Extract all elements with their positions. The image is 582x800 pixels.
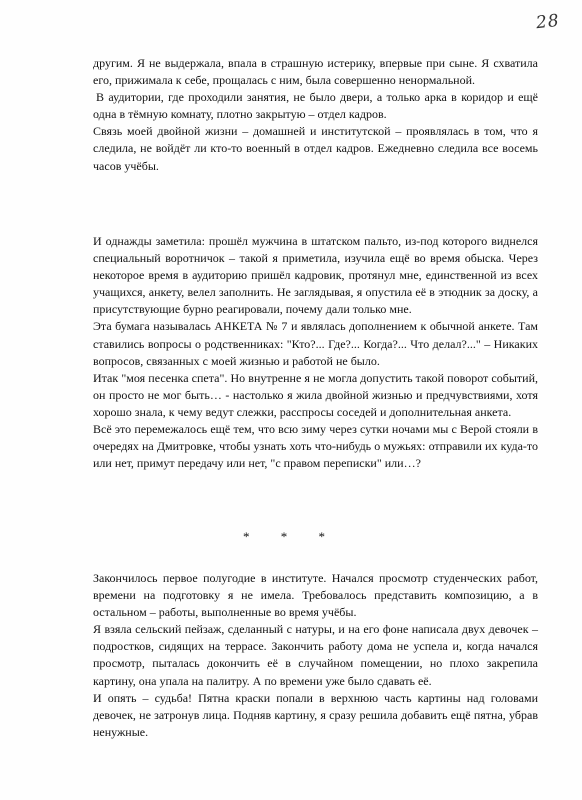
paragraph: Всё это перемежалось ещё тем, что всю зиму через сутки ночами мы с Верой стояли в очередях на Дмитровке, чтобы узнать хоть что-нибудь о мужьях: отправили их куда-то или нет, примут передачу или нет, "с правом переписки" или…? xyxy=(93,422,538,471)
paragraph: Итак "моя песенка спета". Но внутренне я не могла допустить такой поворот событий, он просто не мог быть… - настолько я жила двойной жизнью и предчувствиями, хотя хорошо знала, к чему ведут слежки, расспросы соседей и дополнительная анкета. xyxy=(93,370,538,419)
text-block-1 xyxy=(93,55,538,175)
paragraph: И опять – судьба! Пятна краски попали в верхнюю часть картины над головами девочек, не затронув лица. Подняв картину, я сразу решила добавить ещё пятна, убрав ненужные. xyxy=(93,690,538,739)
paragraph: другим. Я не выдержала, впала в страшную истерику, впервые при сыне. Я схватила его, прижимала к себе, прощалась с ним, была совершенно ненормальной. xyxy=(93,56,538,88)
paragraph: В аудитории, где проходили занятия, не было двери, а только арка в коридор и ещё одна в тёмную комнату, плотно закрытую – отдел кадров. xyxy=(93,90,538,122)
paragraph: Эта бумага называлась АНКЕТА № 7 и являлась дополнением к обычной анкете. Там ставились вопросы о родственниках: "Кто?... Где?... Когда?... Что делал?..." – Никаких вопросов, связанных с моей жизнью и работой не было. xyxy=(93,319,538,368)
page-number: 28 xyxy=(535,10,561,34)
section-separator: * * * xyxy=(243,529,339,544)
paragraph: Связь моей двойной жизни – домашней и институтской – проявлялась в том, что я следила, не войдёт ли кто-то военный в отдел кадров. Ежедневно следила все восемь часов учёбы. xyxy=(93,124,538,173)
text-block-3 xyxy=(93,570,538,741)
text-block-2 xyxy=(93,233,538,472)
paragraph: Я взяла сельский пейзаж, сделанный с натуры, и на его фоне написала двух девочек – подростков, сидящих на террасе. Закончить работу дома не успела и, когда начался просмотр, пыталась докончить её в случайном помещении, но плохо закрепила картину, она упала на палитру. А по времени уже было сдавать её. xyxy=(93,622,538,688)
paragraph: И однажды заметила: прошёл мужчина в штатском пальто, из-под которого виднелся специальный воротничок – такой я приметила, изучила ещё во время обыска. Через некоторое время в аудиторию пришёл кадровик, протянул мне, единственной из всех учащихся, анкету, велел заполнить. Не заглядывая, я опустила её в этюдник за доску, а присутствующие бурно реагировали, почему дали только мне. xyxy=(93,234,538,317)
paragraph: Закончилось первое полугодие в институте. Начался просмотр студенческих работ, времени на подготовку я не имела. Требовалось представить композицию, а в остальном – работы, выполненные во время учёбы. xyxy=(93,571,538,620)
